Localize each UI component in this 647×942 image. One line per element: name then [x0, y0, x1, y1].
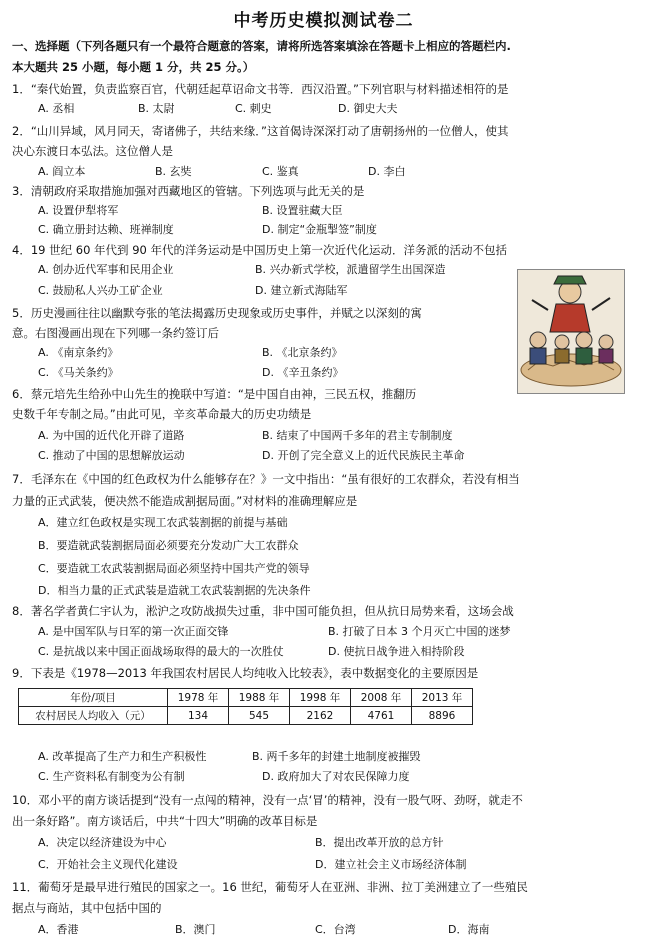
q4-option-b: B. 兴办新式学校，派遣留学生出国深造 [255, 263, 446, 276]
q5-option-d: D. 《辛丑条约》 [262, 366, 344, 379]
table-year-1988: 1988 年 [229, 689, 290, 707]
q6-option-c: C. 推动了中国的思想解放运动 [38, 449, 185, 462]
income-table [18, 688, 473, 725]
q11-stem-line1: 11．葡萄牙是最早进行殖民的国家之一。16 世纪，葡萄牙人在亚洲、非洲、拉丁美洲建立了一些殖民 [12, 880, 528, 894]
q10-option-a: A．决定以经济建设为中心 [38, 836, 167, 849]
table-year-2013: 2013 年 [412, 689, 473, 707]
q6-stem-line1: 6．蔡元培先生给孙中山先生的挽联中写道：“是中国自由神，三民五权，推翻历 [12, 387, 417, 401]
income-table-header-row [19, 689, 473, 707]
table-row-label: 农村居民人均收入（元） [19, 707, 168, 725]
table-year-2008: 2008 年 [351, 689, 412, 707]
table-value-1978: 134 [168, 707, 229, 725]
q2-stem-line2: 决心东渡日本弘法。这位僧人是 [12, 144, 173, 158]
q2-option-d: D. 李白 [368, 165, 406, 178]
q3-option-a: A. 设置伊犁将军 [38, 204, 119, 217]
q5-option-a: A. 《南京条约》 [38, 346, 119, 359]
q3-option-d: D. 制定“金瓶掣签”制度 [262, 223, 377, 236]
q7-stem-line2: 力量的正式武装，便决然不能造成割据局面。”对材料的准确理解应是 [12, 494, 358, 508]
q9-option-a: A. 改革提高了生产力和生产积极性 [38, 750, 207, 763]
q10-option-d: D．建立社会主义市场经济体制 [315, 858, 467, 871]
q8-option-c: C. 是抗战以来中国正面战场取得的最大的一次胜仗 [38, 645, 284, 658]
q1-option-d: D. 御史大夫 [338, 102, 398, 115]
q8-option-d: D. 使抗日战争进入相持阶段 [328, 645, 465, 658]
q11-option-b: B．澳门 [175, 923, 216, 936]
table-year-1998: 1998 年 [290, 689, 351, 707]
q11-option-c: C．台湾 [315, 923, 356, 936]
table-year-1978: 1978 年 [168, 689, 229, 707]
q7-option-a: A．建立红色政权是实现工农武装割据的前提与基础 [38, 516, 288, 529]
q10-option-c: C．开始社会主义现代化建设 [38, 858, 178, 871]
table-value-2008: 4761 [351, 707, 412, 725]
q9-option-b: B. 两千多年的封建土地制度被摧毁 [252, 750, 421, 763]
exam-title: 中考历史模拟测试卷二 [233, 11, 414, 31]
table-value-1998: 2162 [290, 707, 351, 725]
q1-option-a: A. 丞相 [38, 102, 75, 115]
q2-option-a: A. 阎立本 [38, 165, 86, 178]
q10-stem-line2: 出一条好路”。南方谈话后，中共“十四大”明确的改革目标是 [12, 814, 318, 828]
q5-stem-line1: 5．历史漫画往往以幽默夸张的笔法揭露历史现象或历史事件，并赋之以深刻的寓 [12, 306, 422, 320]
q1-option-b: B. 太尉 [138, 102, 175, 115]
q11-option-d: D．海南 [448, 923, 490, 936]
q7-option-c: C．要造就工农武装割据局面必须坚持中国共产党的领导 [38, 562, 310, 575]
q9-option-c: C. 生产资料私有制变为公有制 [38, 770, 185, 783]
table-value-2013: 8896 [412, 707, 473, 725]
q8-option-b: B. 打破了日本 3 个月灭亡中国的迷梦 [328, 625, 511, 638]
q3-option-c: C. 确立册封达赖、班禅制度 [38, 223, 174, 236]
q6-stem-line2: 史数千年专制之局。”由此可见，辛亥革命最大的历史功绩是 [12, 407, 312, 421]
q4-option-c: C. 鼓励私人兴办工矿企业 [38, 284, 163, 297]
cartoon-illustration-icon [518, 270, 624, 393]
q7-stem-line1: 7．毛泽东在《中国的红色政权为什么能够存在？》一文中指出：“虽有很好的工农群众，若没有相当 [12, 472, 520, 486]
q6-option-d: D. 开创了完全意义上的近代民族民主革命 [262, 449, 465, 462]
q9-stem: 9．下表是《1978—2013 年我国农村居民人均纯收入比较表》，表中数据变化的主要原因是 [12, 666, 479, 680]
q2-option-b: B. 玄奘 [155, 165, 192, 178]
q5-option-c: C. 《马关条约》 [38, 366, 119, 379]
q5-option-b: B. 《北京条约》 [262, 346, 343, 359]
q4-option-d: D. 建立新式海陆军 [255, 284, 348, 297]
q4-stem: 4．19 世纪 60 年代到 90 年代的洋务运动是中国历史上第一次近代化运动．洋务派的活动不包括 [12, 243, 507, 257]
q8-stem: 8．著名学者黄仁宇认为，淞沪之攻防战损失过重，非中国可能负担，但从抗日局势来看，这场会战 [12, 604, 514, 618]
section-instructions-line2: 本大题共 25 小题，每小题 1 分，共 25 分。） [12, 60, 255, 74]
history-cartoon-image [517, 269, 625, 394]
q6-option-a: A. 为中国的近代化开辟了道路 [38, 429, 185, 442]
q1-option-c: C. 刺史 [235, 102, 272, 115]
q11-option-a: A．香港 [38, 923, 79, 936]
q2-stem-line1: 2．“山川异域，风月同天，寄诸佛子，共结来缘．”这首偈诗深深打动了唐朝扬州的一位僧人，使其 [12, 124, 509, 138]
q5-stem-line2: 意。右图漫画出现在下列哪一条约签订后 [12, 326, 219, 340]
q3-option-b: B. 设置驻藏大臣 [262, 204, 343, 217]
q8-option-a: A. 是中国军队与日军的第一次正面交锋 [38, 625, 229, 638]
section-instructions-line1: 一、选择题（下列各题只有一个最符合题意的答案，请将所选答案填涂在答题卡上相应的答题栏内. [12, 39, 511, 53]
q10-option-b: B．提出改革开放的总方针 [315, 836, 444, 849]
q1-stem: 1．“秦代始置，负责监察百官，代朝廷起草诏命文书等．西汉沿置。”下列官职与材料描述相符的是 [12, 82, 509, 96]
q6-option-b: B. 结束了中国两千多年的君主专制制度 [262, 429, 453, 442]
q7-option-b: B．要造就武装割据局面必须要充分发动广大工农群众 [38, 539, 299, 552]
q7-option-d: D．相当力量的正式武装是造就工农武装割据的先决条件 [38, 584, 311, 597]
q10-stem-line1: 10．邓小平的南方谈话提到“没有一点闯的精神，没有一点‘冒’的精神，没有一股气呀、劲呀，就走不 [12, 793, 523, 807]
table-header-label: 年份/项目 [19, 689, 168, 707]
q2-option-c: C. 鉴真 [262, 165, 299, 178]
q4-option-a: A. 创办近代军事和民用企业 [38, 263, 174, 276]
table-value-1988: 545 [229, 707, 290, 725]
q9-option-d: D. 政府加大了对农民保障力度 [262, 770, 410, 783]
q11-stem-line2: 据点与商站，其中包括中国的 [12, 901, 162, 915]
q3-stem: 3．清朝政府采取措施加强对西藏地区的管辖。下列选项与此无关的是 [12, 184, 365, 198]
income-table-data-row [19, 707, 473, 725]
